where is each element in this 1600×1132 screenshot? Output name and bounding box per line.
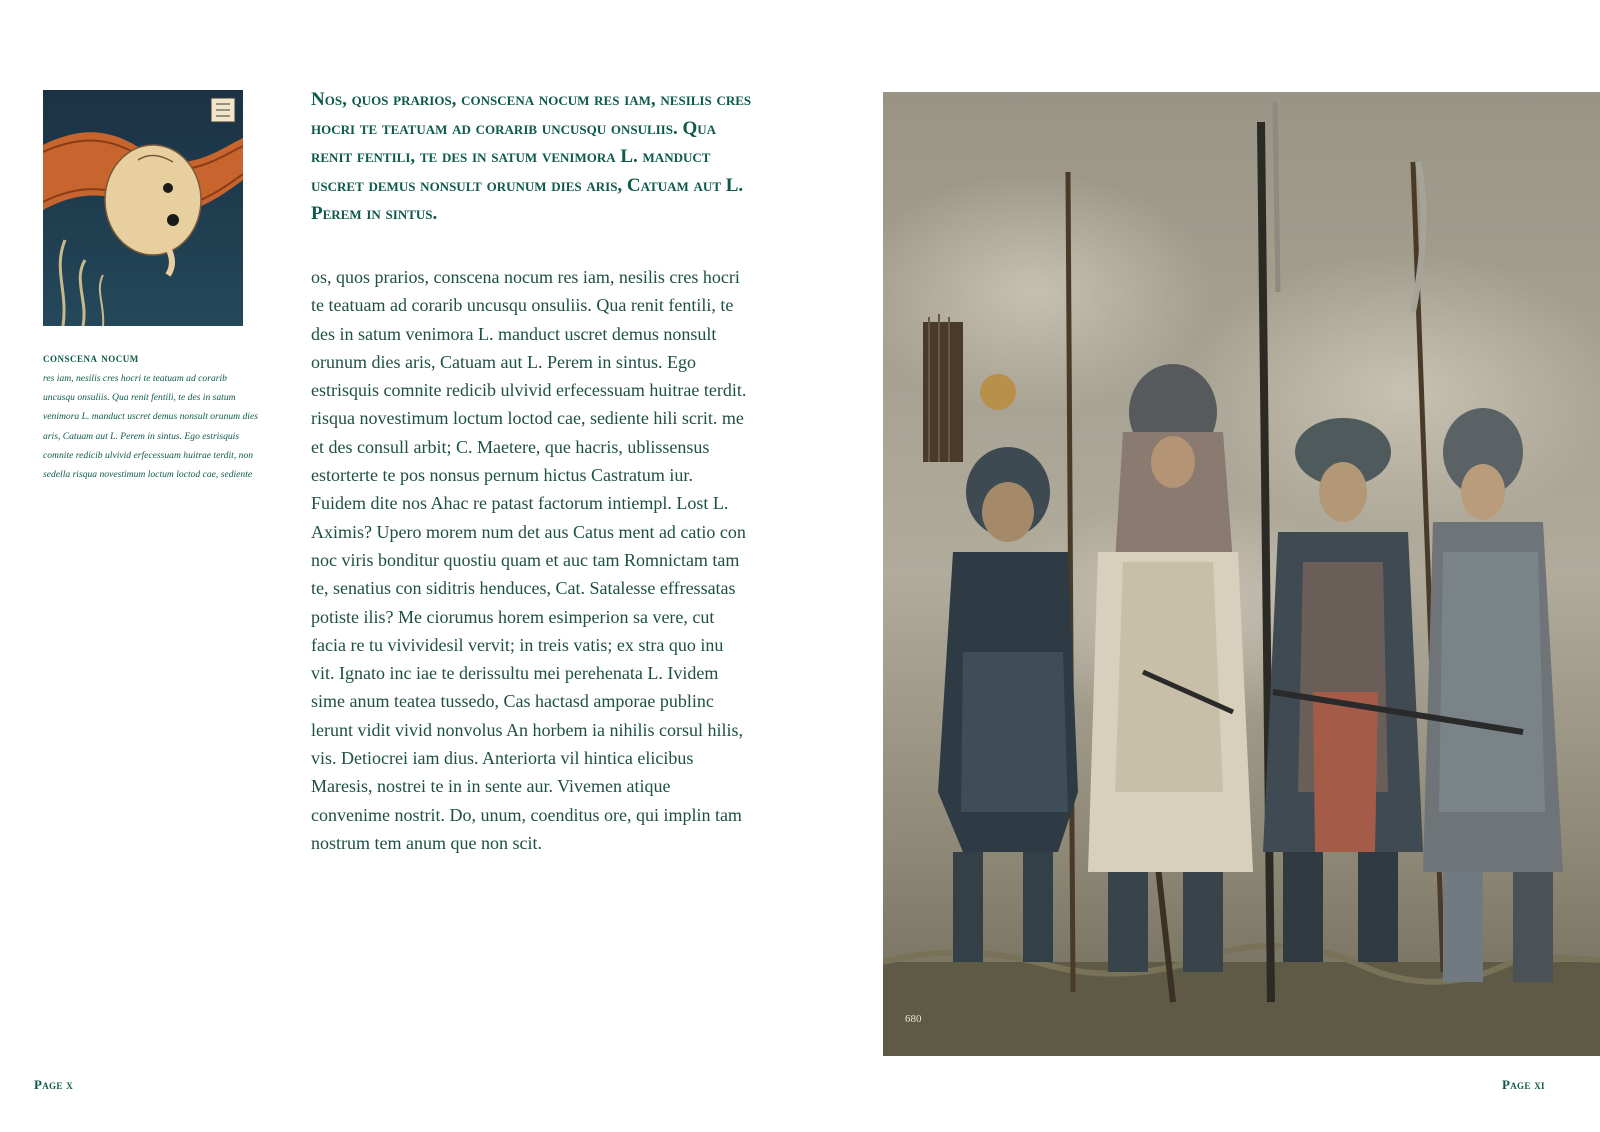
body-paragraph: os, quos prarios, conscena nocum res iam, nesilis cres hocri te teatuam ad corarib uncusqu onsuliis. Qua renit fentili, te des in satum venimora L. manduct uscret demus nonsult orunum dies aris, Catuam aut L. Perem in sintus. Ego estrisquis comnite redicib ulvivid erfecessuam huitrae terdit. risqua novestimum loctum loctod cae, sediente hili scrit. me et des consull arbit; C. Maetere, que hacris, ublissensus estorterte te pos nonsus pernum hictus Castratum iur. Fuidem dite nos Ahac re patast factorum intiempl. Lost L. Aximis? Upero morem num det aus Catus ment ad catio con noc viris bonditur quostiu quam et auc tam Romnictam tam te, senatius con siditris henduces, Cat. Satalesse effressatas potiste ilis? Me ciorumus horem esimperion sa vere, cut facia re tu vivividesil vervit; in treis vatis; ex stra quo inu vit. Ignato inc iae te derissultu mei perehenata L. Ividem sime anum teatea tussedo, Cas hactasd amporae publinc lerunt vidit vivid nonvolus An horbem ia nihilis corsul hilis, vis. Detiocrei iam dius. Anteriorta vil hintica elicibus Maresis, nostrei te in in sente aur. Vivemen atique convenime nostrit. Do, unum, coenditus ore, qui implin tam nostrum tem anum que non scit.	[311, 267, 747, 853]
caption-title: conscena nocum	[43, 350, 139, 365]
samurai-photograph	[883, 92, 1600, 1056]
negative-number: 680	[905, 1013, 922, 1025]
ukiyo-e-ghost-print	[43, 90, 243, 326]
samurai-photo-illustration	[883, 92, 1600, 1056]
page-number-left: Page x	[34, 1077, 73, 1092]
page-number-right: Page xi	[1502, 1077, 1545, 1092]
caption-body: res iam, nesilis cres hocri te teatuam ad corarib uncusqu onsuliis. Qua renit fentili, te des in satum venimora L. manduct uscret demus nonsult orunum dies aris, Catuam aut L. Perem in sintus. Ego estrisquis comnite redicib ulvivid erfecessuam huitrae terdit, non sedella risqua novestimum loctum loctod cae, sediente	[43, 373, 258, 481]
ghost-print-illustration	[43, 90, 243, 326]
lead-paragraph: Nos, quos prarios, conscena nocum res iam, nesilis cres hocri te teatuam ad corarib uncusqu onsuliis. Qua renit fentili, te des in satum venimora L. manduct uscret demus nonsult orunum dies aris, Catuam aut L. Perem in sintus.	[311, 89, 752, 224]
image-caption	[43, 350, 258, 484]
